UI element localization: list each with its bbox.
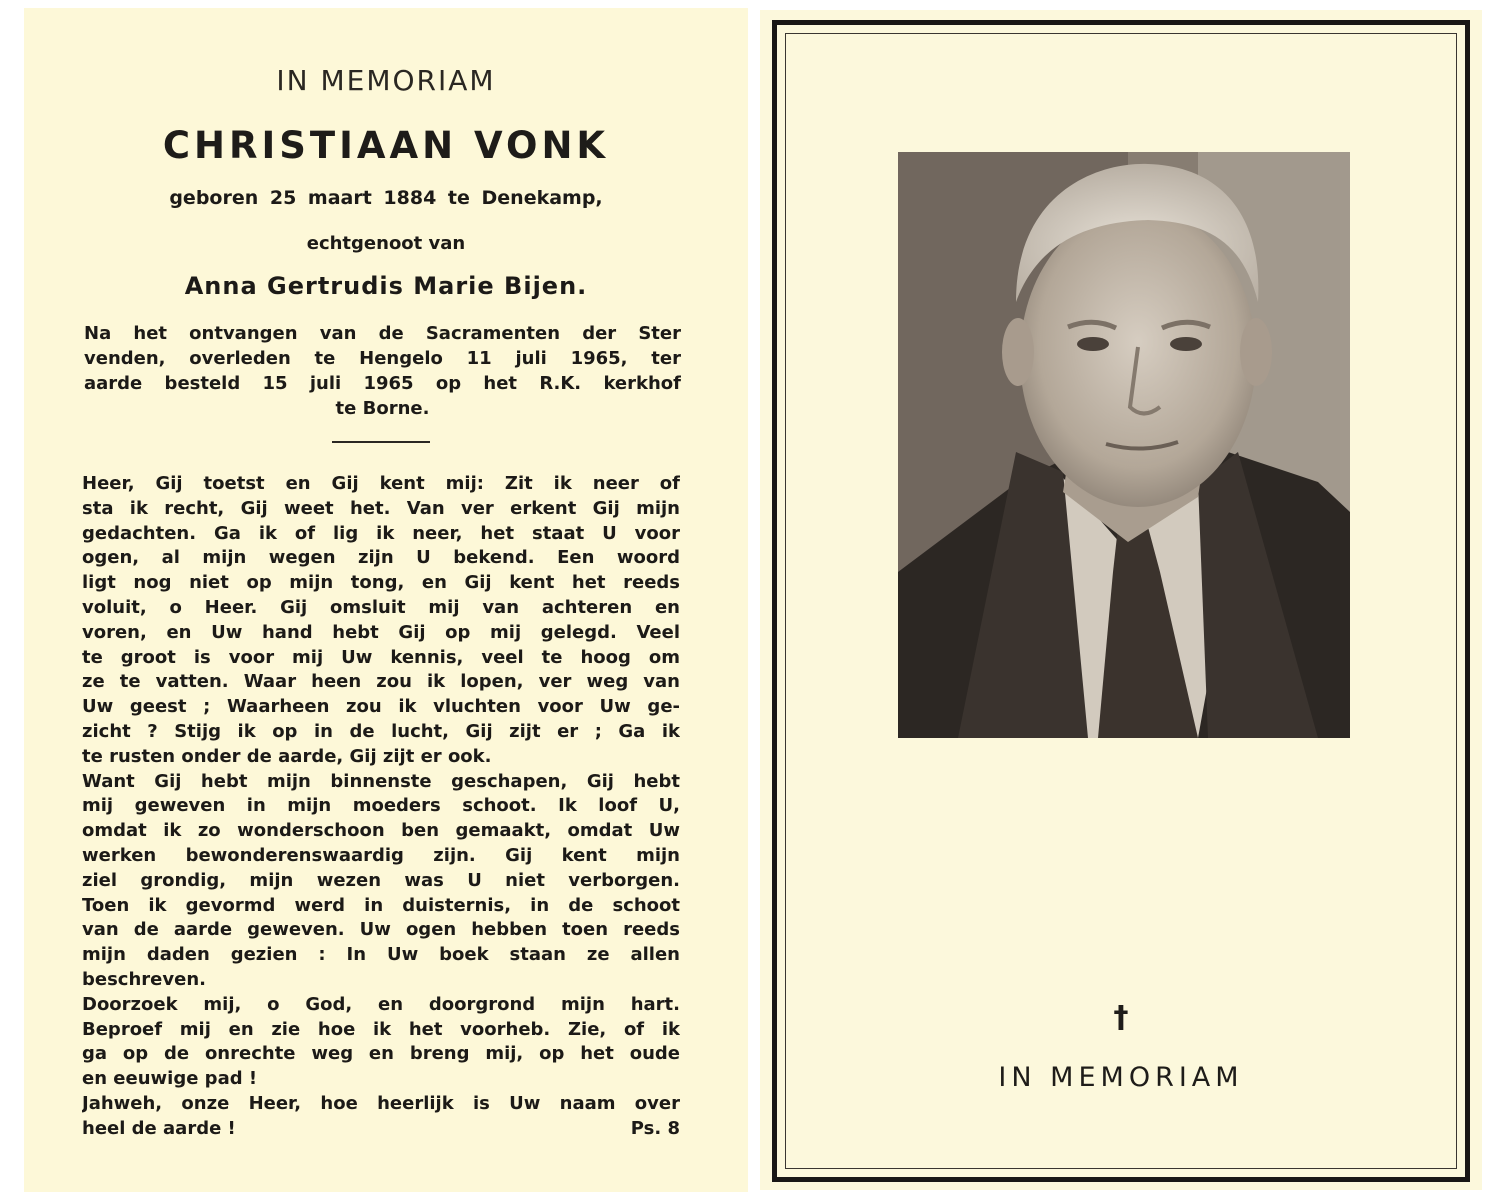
psalm-line: te rusten onder de aarde, Gij zijt er ook. — [82, 745, 492, 767]
psalm-line: Toen ik gevormd werd in duisternis, in de schoot — [82, 894, 680, 916]
section-divider — [332, 441, 430, 443]
psalm-line: Uw geest ; Waarheen zou ik vluchten voor Uw ge- — [82, 696, 680, 718]
birth-line: geboren 25 maart 1884 te Denekamp, — [169, 187, 603, 209]
psalm-line: mijn daden gezien : In Uw boek staan ze allen — [82, 944, 680, 966]
psalm-line: Beproef mij en zie hoe ik het voorheb. Zie, of ik — [82, 1018, 680, 1040]
portrait-illustration — [898, 152, 1350, 738]
death-line: te Borne. — [335, 398, 430, 419]
death-line: aarde besteld 15 juli 1965 op het R.K. kerkhof — [84, 373, 681, 394]
psalm-line: ogen, al mijn wegen zijn U bekend. Een woord — [82, 547, 680, 569]
memorial-card-photo-side — [760, 10, 1482, 1190]
psalm-line: zicht ? Stijg ik op in de lucht, Gij zijt er ; Ga ik — [82, 720, 680, 742]
portrait-photo — [898, 152, 1350, 738]
death-announcement — [84, 321, 681, 421]
death-line: venden, overleden te Hengelo 11 juli 1965, ter — [84, 348, 681, 369]
psalm-line: ligt nog niet op mijn tong, en Gij kent het reeds — [82, 572, 680, 594]
psalm-line: voluit, o Heer. Gij omsluit mij van achteren en — [82, 596, 680, 618]
psalm-line: gedachten. Ga ik of lig ik neer, het staat U voor — [82, 522, 680, 544]
psalm-line: te groot is voor mij Uw kennis, veel te hoog om — [82, 646, 680, 668]
psalm-line: Jahweh, onze Heer, hoe heerlijk is Uw naam over — [82, 1092, 680, 1114]
in-memoriam-caption: IN MEMORIAM — [998, 1062, 1244, 1093]
psalm-line: Want Gij hebt mijn binnenste geschapen, Gij hebt — [82, 770, 680, 792]
psalm-line: omdat ik zo wonderschoon ben gemaakt, omdat Uw — [82, 820, 680, 842]
spouse-name: Anna Gertrudis Marie Bijen. — [184, 272, 588, 300]
psalm-text — [82, 472, 680, 1142]
psalm-line: voren, en Uw hand hebt Gij op mij gelegd. Veel — [82, 621, 680, 643]
death-line: Na het ontvangen van de Sacramenten der Ster — [84, 323, 681, 344]
psalm-final-line — [82, 1117, 680, 1142]
psalm-line: heel de aarde ! — [82, 1117, 236, 1139]
cross-icon: † — [1113, 1000, 1129, 1035]
in-memoriam-heading: IN MEMORIAM — [276, 64, 496, 97]
deceased-name: CHRISTIAAN VONK — [162, 124, 610, 167]
psalm-line: sta ik recht, Gij weet het. Van ver erkent Gij mijn — [82, 497, 680, 519]
psalm-line: en eeuwige pad ! — [82, 1068, 258, 1090]
psalm-line: ze te vatten. Waar heen zou ik lopen, ver weg van — [82, 671, 680, 693]
psalm-reference: Ps. 8 — [630, 1117, 680, 1139]
memorial-card-text-side — [24, 8, 748, 1192]
psalm-line: Heer, Gij toetst en Gij kent mij: Zit ik neer of — [82, 473, 680, 494]
psalm-line: van de aarde geweven. Uw ogen hebben toen reeds — [82, 919, 680, 941]
psalm-line: mij geweven in mijn moeders schoot. Ik loof U, — [82, 795, 680, 817]
psalm-line: beschreven. — [82, 968, 206, 990]
psalm-line: Doorzoek mij, o God, en doorgrond mijn hart. — [82, 993, 680, 1015]
psalm-line: ga op de onrechte weg en breng mij, op het oude — [82, 1043, 680, 1065]
spouse-label: echtgenoot van — [306, 233, 466, 254]
psalm-line: werken bewonderenswaardig zijn. Gij kent mijn — [82, 844, 680, 866]
psalm-line: ziel grondig, mijn wezen was U niet verborgen. — [82, 869, 680, 891]
